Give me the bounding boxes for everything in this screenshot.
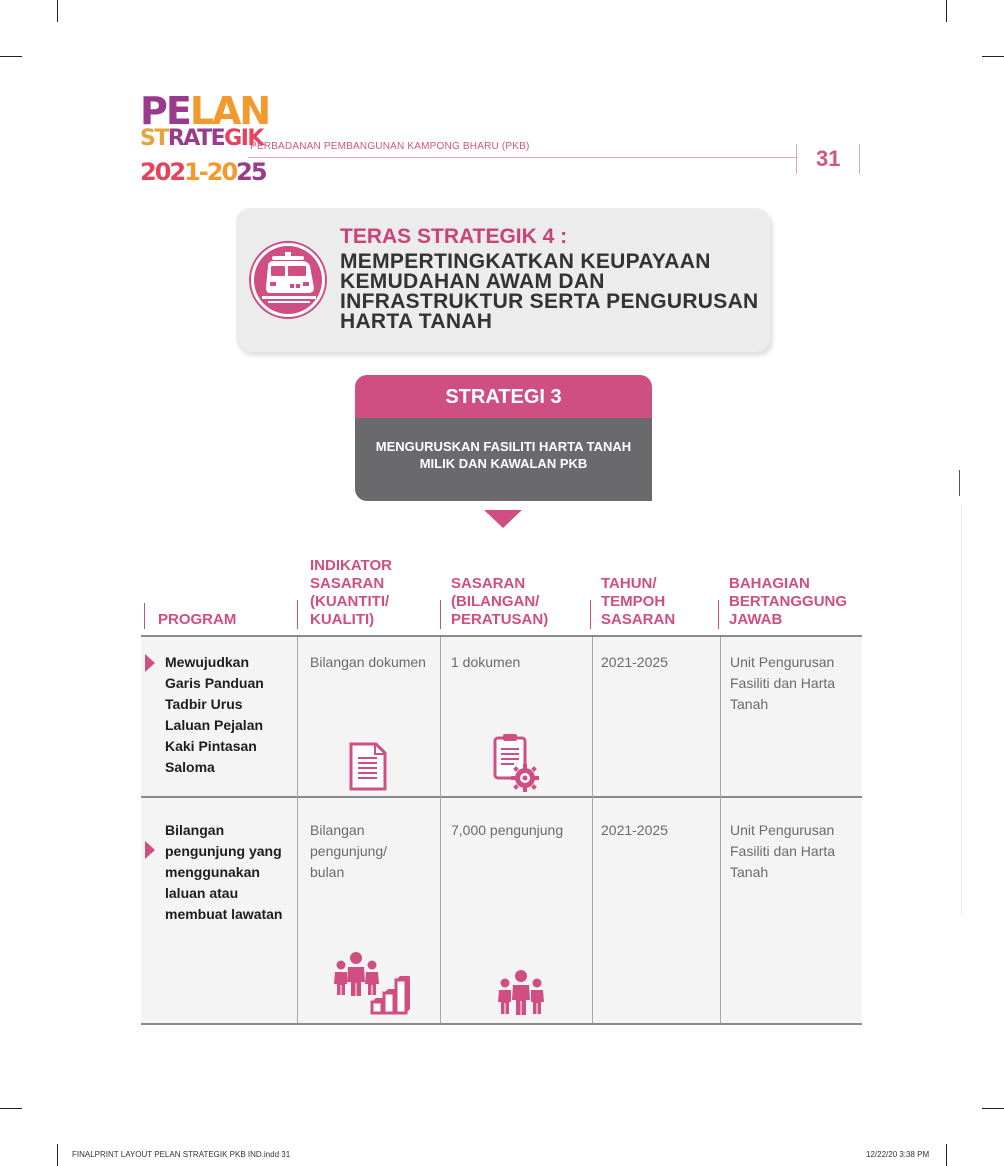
column-divider: [720, 637, 721, 1023]
program-text: Mewujudkan Garis Panduan Tadbir Urus Laluan Pejalan Kaki Pintasan Saloma: [165, 654, 264, 775]
logo-year: 2021-2025: [140, 158, 266, 186]
train-icon: [248, 240, 328, 320]
indikator-text: Bilangan dokumen: [310, 654, 426, 670]
header-marker: [297, 600, 298, 629]
tahun-text: 2021-2025: [601, 654, 668, 670]
footer-file-info: FINALPRINT LAYOUT PELAN STRATEGIK PKB IND.indd 31: [72, 1150, 291, 1159]
crop-mark: [946, 0, 947, 22]
header-marker: [440, 600, 441, 629]
document-icon: [348, 742, 388, 797]
column-divider: [592, 637, 593, 1023]
strategi-label: STRATEGI 3: [355, 375, 652, 418]
crop-mark: [57, 0, 58, 22]
down-arrow-icon: [484, 510, 522, 528]
footer-timestamp: 12/22/20 3:38 PM: [866, 1150, 930, 1159]
row-bullet-icon: [145, 841, 155, 859]
indikator-text: Bilangan pengunjung/ bulan: [310, 822, 388, 880]
header-tahun: TAHUN/ TEMPOH SASARAN: [601, 575, 676, 628]
header-indikator: INDIKATOR SASARAN (KUANTITI/ KUALITI): [310, 557, 392, 628]
header-marker: [144, 603, 145, 629]
sasaran-text: 7,000 pengunjung: [451, 822, 564, 838]
page-number-divider: [859, 144, 860, 174]
header-marker: [718, 600, 719, 629]
margin-mark: [959, 470, 960, 496]
crop-mark: [982, 56, 1004, 57]
page-number: 31: [816, 146, 841, 171]
page-number-divider: [796, 144, 797, 174]
header-bahagian: BAHAGIAN BERTANGGUNG JAWAB: [729, 575, 848, 628]
table-rule: [141, 1023, 862, 1025]
table-rule: [141, 635, 862, 637]
logo-pelan: PELAN: [140, 89, 270, 133]
header-program: PROGRAM: [158, 611, 237, 628]
people-group-icon: [497, 969, 545, 1022]
header-rule: [248, 157, 796, 158]
people-chart-icon: [332, 950, 412, 1021]
header-marker: [590, 600, 591, 629]
organization-name: PERBADANAN PEMBANGUNAN KAMPONG BHARU (PKB): [250, 141, 530, 152]
header-sasaran: SASARAN (BILANGAN/ PERATUSAN): [451, 575, 549, 628]
strategi-description: MENGURUSKAN FASILITI HARTA TANAH MILIK DAN KAWALAN PKB: [355, 418, 652, 501]
column-divider: [297, 637, 298, 1023]
crop-mark: [946, 1144, 947, 1166]
teras-title: TERAS STRATEGIK 4 :: [340, 225, 568, 248]
crop-mark: [982, 1108, 1004, 1109]
margin-mark: [961, 505, 962, 915]
column-divider: [440, 637, 441, 1023]
program-text: Bilangan pengunjung yang menggunakan laluan atau membuat lawatan: [165, 822, 283, 922]
row-bullet-icon: [145, 654, 155, 672]
sasaran-text: 1 dokumen: [451, 654, 521, 670]
crop-mark: [0, 56, 22, 57]
crop-mark: [0, 1108, 22, 1109]
bahagian-text: Unit Pengurusan Fasiliti dan Harta Tanah: [730, 822, 836, 880]
crop-mark: [57, 1144, 58, 1166]
tahun-text: 2021-2025: [601, 822, 668, 838]
clipboard-gear-icon: [492, 732, 544, 799]
teras-subtitle: MEMPERTINGKATKAN KEUPAYAAN KEMUDAHAN AWAM DAN INFRASTRUKTUR SERTA PENGURUSAN HARTA TANAH: [340, 250, 759, 333]
bahagian-text: Unit Pengurusan Fasiliti dan Harta Tanah: [730, 654, 836, 712]
logo-strategik: STRATEGIK: [140, 126, 263, 151]
